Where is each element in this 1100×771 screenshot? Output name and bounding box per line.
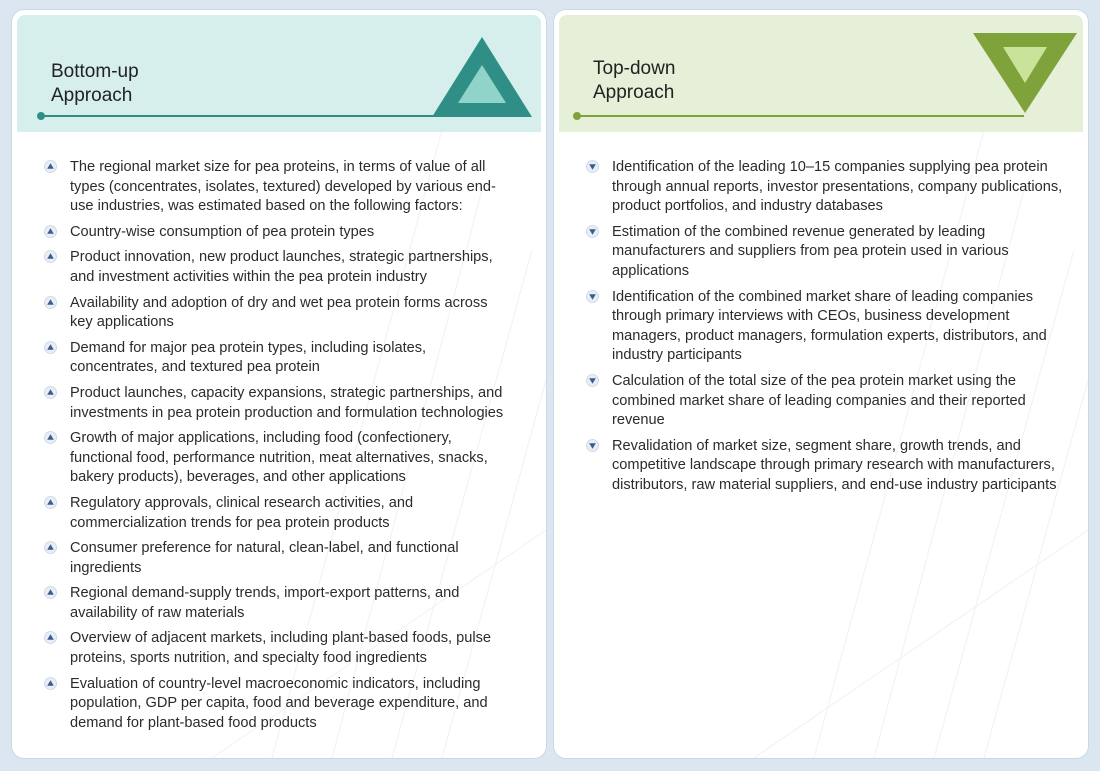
list-item [44,223,514,243]
bottom-up-list [44,158,514,739]
triangle-down-icon [586,160,599,173]
top-down-title: Top-down Approach [593,58,676,103]
triangle-down-icon [586,439,599,452]
list-item-text: Regional demand-supply trends, import-export patterns, and availability of raw materials [70,585,460,621]
triangle-up-icon [44,296,57,309]
list-item-text: Calculation of the total size of the pea protein market using the combined market share of leading companies and their reported revenue [612,372,1026,429]
triangle-up-icon [44,160,57,173]
list-item-text: Availability and adoption of dry and wet pea protein forms across key applications [70,294,488,331]
list-item-text: Revalidation of market size, segment share, growth trends, and competitive landscape through primary research with manufacturers, distributors, raw material suppliers, and end-use industry participants [612,437,1057,493]
triangle-up-icon [44,496,57,509]
triangle-up-icon [44,586,57,599]
list-item [44,539,514,578]
list-item [586,372,1064,431]
list-item-text: Identification of the leading 10–15 companies supplying pea protein through annual reports, investor presentations, company publications, product portfolios, and industry databases [612,159,1063,215]
list-item [586,288,1064,366]
list-item-text: Regulatory approvals, clinical research activities, and commercialization trends for pea protein products [70,494,414,531]
list-item [44,248,514,287]
list-item-text: Estimation of the combined revenue generated by leading manufacturers and suppliers from pea protein used in various applications [612,223,1009,279]
bottom-up-panel [12,10,546,758]
bottom-up-header [17,15,541,132]
list-item-text: Product launches, capacity expansions, strategic partnerships, and investments in pea protein production and formulation technologies [70,384,504,421]
list-item-text: Evaluation of country-level macroeconomic indicators, including population, GDP per capita, food and beverage expenditure, and demand for plant-based food products [70,675,488,731]
list-item-text: Country-wise consumption of pea protein types [70,223,375,240]
list-item [586,437,1064,496]
list-item-text: Product innovation, new product launches, strategic partnerships, and investment activities within the pea protein industry [70,249,493,285]
top-down-header [559,15,1083,132]
triangle-up-icon [44,541,57,554]
list-item [44,339,514,378]
list-item [586,158,1064,217]
list-item [586,223,1064,282]
triangle-up-icon [44,386,57,399]
list-item [44,294,514,333]
list-item [44,429,514,488]
list-item [44,584,514,623]
list-item-text: Identification of the combined market share of leading companies through primary interviews with CEOs, business development managers, product managers, formulation experts, distributors, and industry participants [612,288,1047,364]
triangle-up-icon [44,225,57,238]
list-item-text: Overview of adjacent markets, including plant-based foods, pulse proteins, sports nutrition, and specialty food ingredients [70,630,492,667]
triangle-up-icon [44,431,57,444]
triangle-up-icon [430,35,534,119]
list-item [44,629,514,668]
triangle-up-icon [44,341,57,354]
list-item-text: Demand for major pea protein types, including isolates, concentrates, and textured pea protein [70,339,427,376]
top-down-list [586,158,1064,502]
bottom-up-title: Bottom-up Approach [51,61,139,106]
top-down-panel [554,10,1088,758]
list-item [44,675,514,734]
triangle-down-icon [971,31,1079,115]
triangle-up-icon [44,250,57,263]
list-item [44,384,514,423]
triangle-up-icon [44,677,57,690]
triangle-down-icon [586,374,599,387]
list-item-text: The regional market size for pea proteins, in terms of value of all types (concentrates, isolates, textured) developed by various end-use industries, was estimated based on the following factors: [70,159,496,215]
triangle-up-icon [44,631,57,644]
list-item-text: Consumer preference for natural, clean-label, and functional ingredients [70,540,459,576]
triangle-down-icon [586,225,599,238]
triangle-down-icon [586,290,599,303]
list-item [44,158,514,217]
list-item-text: Growth of major applications, including food (confectionery, functional food, performance nutrition, meat alternatives, snacks, bakery products), beverages, and other applications [70,430,488,486]
list-item [44,494,514,533]
